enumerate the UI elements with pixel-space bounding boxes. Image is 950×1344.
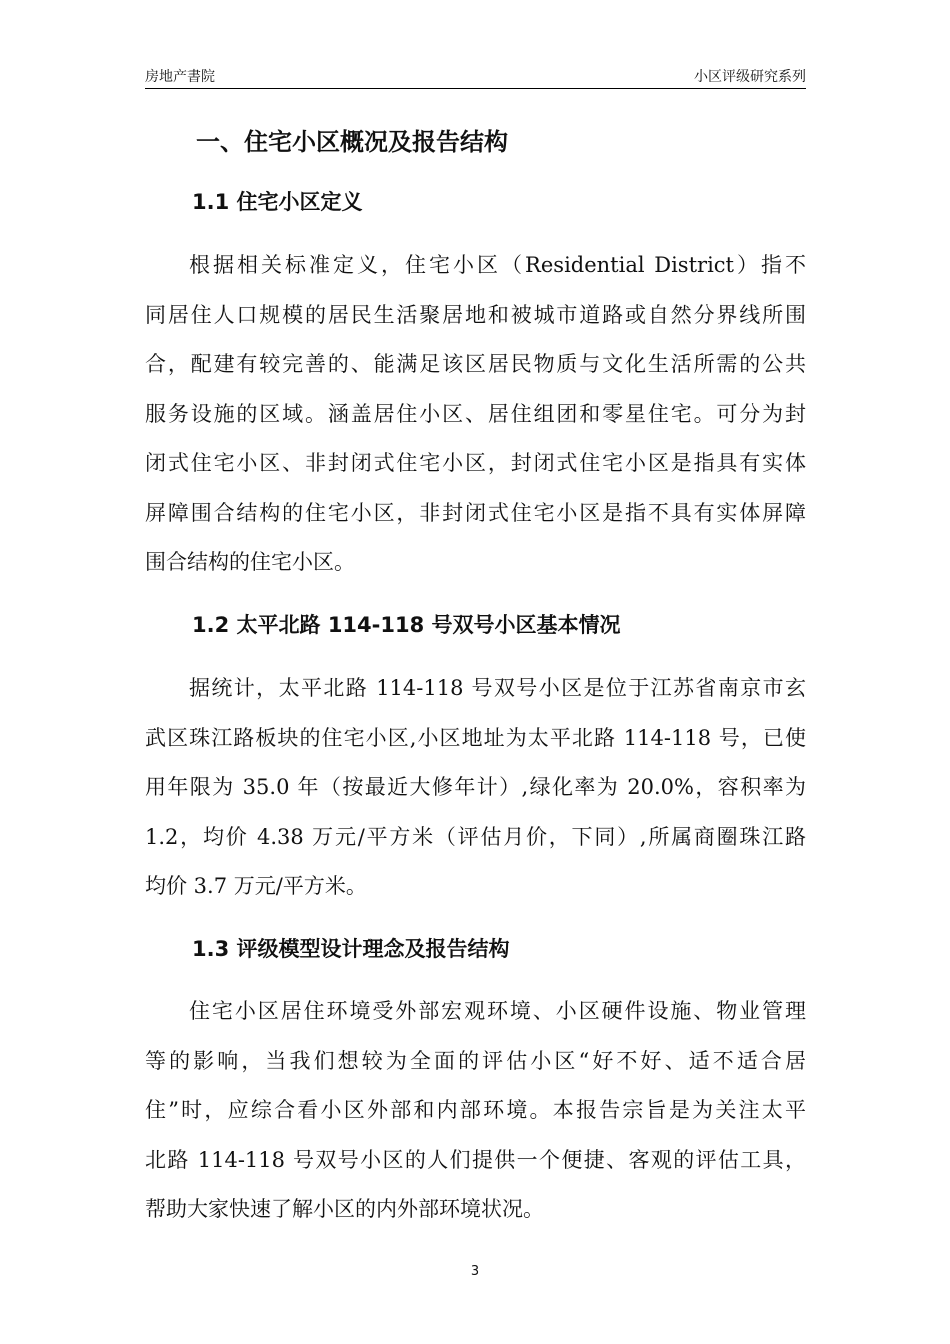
paragraph-line: 闭式住宅小区、非封闭式住宅小区，封闭式住宅小区是指具有实体 (145, 451, 806, 475)
section-heading-1-1: 1.1 住宅小区定义 (192, 190, 363, 214)
section-paragraph-1-1 (145, 250, 806, 597)
section-paragraph-1-3 (145, 996, 806, 1244)
section-paragraph-1-2 (145, 673, 806, 921)
chapter-title: 一、住宅小区概况及报告结构 (196, 128, 508, 156)
section-heading-1-3: 1.3 评级模型设计理念及报告结构 (192, 937, 510, 961)
paragraph-line: 武区珠江路板块的住宅小区,小区地址为太平北路 114-118 号，已使 (145, 725, 806, 750)
paragraph-line: 住宅小区居住环境受外部宏观环境、小区硬件设施、物业管理 (189, 999, 806, 1023)
paragraph-line: 同居住人口规模的居民生活聚居地和被城市道路或自然分界线所围 (145, 302, 806, 327)
page-number: 3 (470, 1264, 480, 1279)
paragraph-line: 帮助大家快速了解小区的内外部环境状况。 (145, 1197, 544, 1221)
section-heading-1-2: 1.2 太平北路 114-118 号双号小区基本情况 (192, 613, 621, 637)
paragraph-line: 围合结构的住宅小区。 (145, 550, 355, 574)
paragraph-line: 屏障围合结构的住宅小区，非封闭式住宅小区是指不具有实体屏障 (145, 500, 806, 525)
paragraph-line: 北路 114-118 号双号小区的人们提供一个便捷、客观的评估工具， (145, 1147, 806, 1172)
paragraph-line: 合，配建有较完善的、能满足该区居民物质与文化生活所需的公共 (145, 352, 806, 376)
header-series-title: 小区评级研究系列 (694, 69, 806, 85)
header-publisher: 房地产書院 (145, 69, 215, 85)
paragraph-line: 服务设施的区域。涵盖居住小区、居住组团和零星住宅。可分为封 (145, 401, 806, 426)
paragraph-line: 等的影响，当我们想较为全面的评估小区“好不好、适不适合居 (145, 1048, 806, 1073)
paragraph-line: 根据相关标准定义，住宅小区（Residential District）指不 (189, 253, 806, 277)
paragraph-line: 1.2，均价 4.38 万元/平方米（评估月价，下同）,所属商圈珠江路 (145, 824, 806, 849)
paragraph-line: 均价 3.7 万元/平方米。 (145, 874, 367, 898)
paragraph-line: 用年限为 35.0 年（按最近大修年计）,绿化率为 20.0%，容积率为 (145, 775, 806, 799)
paragraph-line: 住”时，应综合看小区外部和内部环境。本报告宗旨是为关注太平 (145, 1098, 806, 1122)
page-header (145, 66, 806, 89)
paragraph-line: 据统计，太平北路 114-118 号双号小区是位于江苏省南京市玄 (189, 676, 806, 700)
